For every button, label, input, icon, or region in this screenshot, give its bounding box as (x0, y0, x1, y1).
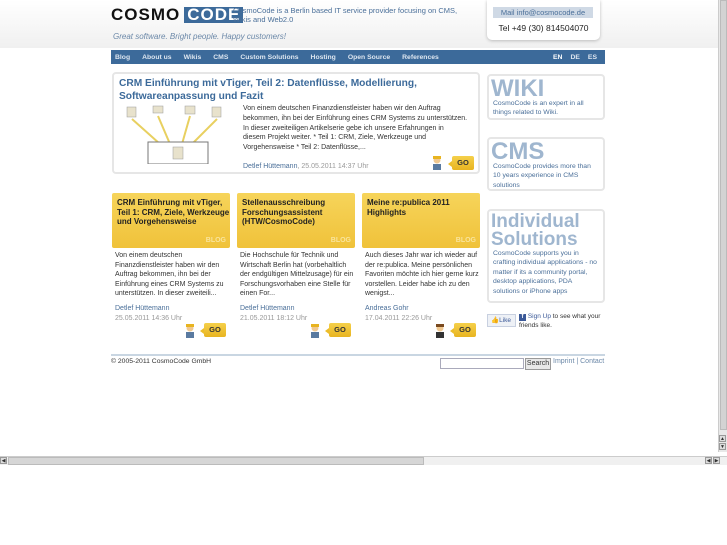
featured-title[interactable]: CRM Einführung mit vTiger, Teil 2: Datenflüsse, Modellierung, Softwareanpassung und Fazit (119, 78, 417, 102)
featured-date: , 25.05.2011 14:37 Uhr (297, 163, 369, 170)
featured-go-button[interactable]: GO (452, 156, 474, 170)
blog-badge: BLOG (455, 237, 476, 244)
post-title[interactable]: CRM Einführung mit vTiger, Teil 1: CRM, Ziele, Werkzeuge und Vorgehensweise (117, 198, 230, 227)
intro-text: CosmoCode is a Berlin based IT service provider focusing on CMS, Wikis and Web2.0 (233, 6, 458, 24)
search-input[interactable] (440, 358, 524, 369)
post-meta (240, 304, 307, 323)
nav-custom-solutions[interactable]: Custom Solutions (240, 53, 299, 61)
author-avatar-icon (184, 324, 196, 338)
facebook-signup (519, 313, 605, 330)
lang-de[interactable]: DE (570, 53, 580, 61)
facebook-icon: f (519, 314, 526, 321)
vertical-scrollbar[interactable] (718, 0, 727, 452)
post-card[interactable] (237, 193, 355, 248)
sidebar-heading: WIKI (491, 75, 545, 102)
nav-hosting[interactable]: Hosting (310, 53, 336, 61)
signup-text: to see what your friends like. (519, 313, 601, 329)
author-avatar-icon (309, 324, 321, 338)
post-date: 25.05.2011 14:36 Uhr (115, 314, 183, 322)
blog-badge: BLOG (205, 237, 226, 244)
link-separator: | (574, 358, 581, 365)
signup-link[interactable]: Sign Up (527, 313, 551, 320)
featured-meta (243, 163, 369, 170)
footer-divider (111, 354, 605, 356)
mail-link[interactable]: Mail info@cosmocode.de (493, 7, 593, 18)
post-go-button[interactable]: GO (454, 323, 476, 337)
nav-blog[interactable]: Blog (115, 53, 131, 61)
facebook-like-button[interactable] (487, 314, 516, 327)
search-button[interactable]: Search (525, 358, 551, 370)
sidebar-heading: Individual Solutions (491, 211, 580, 250)
tagline: Great software. Bright people. Happy customers! (113, 32, 286, 41)
thumbs-up-icon: 👍 (491, 317, 500, 324)
sidebar-individual-solutions[interactable] (487, 209, 605, 303)
like-label: Like (499, 317, 512, 324)
lang-en[interactable]: EN (553, 53, 563, 61)
scroll-left-arrow-icon[interactable]: ◀ (706, 458, 711, 464)
sidebar-wiki[interactable] (487, 74, 605, 120)
scroll-down-arrow-icon[interactable]: ▼ (720, 444, 725, 450)
sidebar-text: CosmoCode supports you in crafting individual applications - no matter if its a community portal, desktop applications, PDA solutions or iPhone apps (493, 250, 597, 295)
post-author[interactable]: Andreas Gohr (365, 305, 409, 312)
nav-about[interactable]: About us (142, 53, 172, 61)
horizontal-scroll-thumb[interactable] (8, 457, 424, 465)
sidebar-text: CosmoCode provides more than 10 years experience in CMS solutions (493, 163, 591, 189)
nav-open-source[interactable]: Open Source (347, 53, 391, 61)
nav-wikis[interactable]: Wikis (183, 53, 202, 61)
post-excerpt: Von einem deutschen Finanzdienstleister haben wir den Auftrag bekommen, ihn bei der Einführung eines CRM Systems zu unterstützen. In dieser zweiteili... (115, 252, 224, 298)
logo-right: CODE (184, 7, 243, 23)
post-title[interactable]: Stellenausschreibung Forschungsassistent (HTW/CosmoCode) (242, 198, 326, 227)
featured-excerpt: Von einem deutschen Finanzdienstleister haben wir den Auftrag bekommen, ihn bei der Einführung eines CRM Systems zu unterstützen. In dieser zweiteiligen Artikelserie gebe ich unsere Erfahrungen in diesem Projekt weiter. * Teil 1: CRM, Ziele, Werkzeuge und Vorgehensweise * Teil 2: Datenflüsse,... (243, 105, 468, 152)
nav-references[interactable]: References (402, 53, 439, 61)
sidebar-cms[interactable] (487, 137, 605, 191)
post-author[interactable]: Detlef Hüttemann (115, 305, 170, 312)
post-author[interactable]: Detlef Hüttemann (240, 305, 295, 312)
logo[interactable] (111, 7, 243, 23)
post-excerpt: Die Hochschule für Technik und Wirtschaft Berlin hat (vorbehaltlich der endgültigen Mittelzusage) für ein Forschungsvorhaben eine Stelle für einen For... (240, 252, 354, 298)
scroll-right-arrow-icon[interactable]: ▶ (714, 458, 719, 464)
imprint-link[interactable]: Imprint (553, 358, 575, 365)
phone: Tel +49 (30) 814504070 (498, 23, 589, 33)
vertical-scroll-thumb[interactable] (720, 0, 727, 430)
nav-cms[interactable]: CMS (213, 53, 229, 61)
post-excerpt: Auch dieses Jahr war ich wieder auf der re:publica. Meine persönlichen Favoriten möchte ich hier gerne kurz vorstellen. Leider habe ich zu den wenigst... (365, 252, 479, 298)
sidebar-text: CosmoCode is an expert in all things related to Wiki. (493, 100, 584, 117)
post-go-button[interactable]: GO (329, 323, 351, 337)
author-avatar-icon (431, 156, 443, 170)
contact-link[interactable]: Contact (580, 358, 605, 365)
horizontal-scrollbar[interactable] (0, 456, 727, 465)
crm-diagram-image (120, 104, 235, 164)
scroll-left-arrow-icon[interactable]: ◀ (1, 458, 6, 464)
footer-links (553, 358, 604, 365)
blog-badge: BLOG (330, 237, 351, 244)
post-title[interactable]: Meine re:publica 2011 Highlights (367, 198, 450, 217)
contact-box (487, 0, 600, 40)
post-go-button[interactable]: GO (204, 323, 226, 337)
featured-post (112, 72, 480, 174)
logo-left: COSMO (111, 5, 181, 24)
author-avatar-icon (434, 324, 446, 338)
lang-es[interactable]: ES (587, 53, 597, 61)
post-card[interactable] (362, 193, 480, 248)
post-meta (365, 304, 432, 323)
featured-author[interactable]: Detlef Hüttemann (243, 163, 298, 170)
copyright: © 2005-2011 CosmoCode GmbH (111, 358, 212, 365)
language-switch (553, 54, 605, 61)
scroll-up-arrow-icon[interactable]: ▲ (720, 436, 725, 442)
sidebar-heading: CMS (491, 138, 545, 165)
main-nav (111, 50, 605, 64)
post-date: 21.05.2011 18:12 Uhr (240, 314, 308, 322)
post-date: 17.04.2011 22:26 Uhr (365, 314, 433, 322)
post-card[interactable] (112, 193, 230, 248)
post-meta (115, 304, 182, 323)
